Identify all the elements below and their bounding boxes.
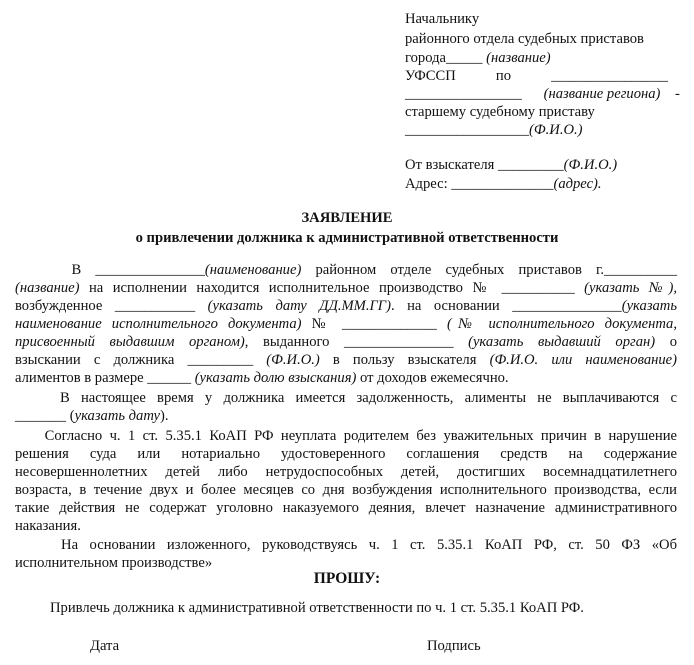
body-line: (название) на исполнении находится исполнительное производство № __________ (указать №),: [15, 280, 677, 296]
body-line: алиментов в размере ______ (указать долю взыскания) от доходов ежемесячно.: [15, 370, 509, 386]
body-line: В _______________(наименование) районном отделе судебных приставов г.__________: [15, 262, 677, 278]
body-line: наименование исполнительного документа) № _____________ (№ исполнительного документа,: [15, 316, 677, 332]
header-address-line: Адрес: ______________(адрес).: [405, 176, 602, 192]
body-line: В настоящее время у должника имеется задолженность, алименты не выплачиваются с: [15, 390, 677, 406]
body-line: взыскании с должника _________ (Ф.И.О.) в пользу взыскателя (Ф.И.О. или наименование): [15, 352, 677, 368]
header-recipient-line-1: Начальнику: [405, 11, 480, 27]
header-recipient-line-2: районного отдела судебных приставов: [405, 31, 644, 47]
header-bailiff-name-line: _________________(Ф.И.О.): [405, 122, 583, 138]
body-line: _______ (указать дату).: [15, 408, 169, 424]
document-title: ЗАЯВЛЕНИЕ: [301, 210, 393, 226]
body-line: возбужденное ___________ (указать дату ДД.ММ.ГГ). на основании _______________(указать: [15, 298, 677, 314]
body-line: исполнительном производстве»: [15, 555, 213, 571]
body-line: такие действия не содержат уголовно наказуемого деяния, влечет назначение административного: [15, 500, 677, 516]
document-subtitle: о привлечении должника к административной ответственности: [135, 230, 559, 246]
header-region-line: ________________ (название региона) -: [405, 86, 680, 102]
body-line: возраста, в течение двух и более месяцев со дня возбуждения исполнительного производства, если: [15, 482, 677, 498]
header-city-line: города_____ (название): [405, 50, 551, 66]
header-ufssp-line: УФССП по ________________: [405, 68, 668, 84]
body-line: несовершеннолетних детей либо нетрудоспособных детей, достигших восемнадцатилетнего: [15, 464, 677, 480]
header-bailiff-line: старшему судебному приставу: [405, 104, 595, 120]
body-line: решения суда или нотариально удостоверенного соглашения средств на содержание: [15, 446, 677, 462]
request-text: Привлечь должника к административной ответственности по ч. 1 ст. 5.35.1 КоАП РФ.: [50, 600, 584, 616]
request-heading: ПРОШУ:: [313, 570, 381, 587]
body-line: присвоенный выдавшим органом), выданного _______________ (указать выдавший орган) о: [15, 334, 677, 350]
body-line: Согласно ч. 1 ст. 5.35.1 КоАП РФ неуплата родителем без уважительных причин в нарушение: [15, 428, 677, 444]
date-label: Дата: [90, 638, 120, 654]
body-line: наказания.: [15, 518, 81, 534]
header-claimant-line: От взыскателя _________(Ф.И.О.): [405, 157, 618, 173]
signature-label: Подпись: [427, 638, 481, 654]
body-line: На основании изложенного, руководствуясь ч. 1 ст. 5.35.1 КоАП РФ, ст. 50 ФЗ «Об: [15, 537, 677, 553]
